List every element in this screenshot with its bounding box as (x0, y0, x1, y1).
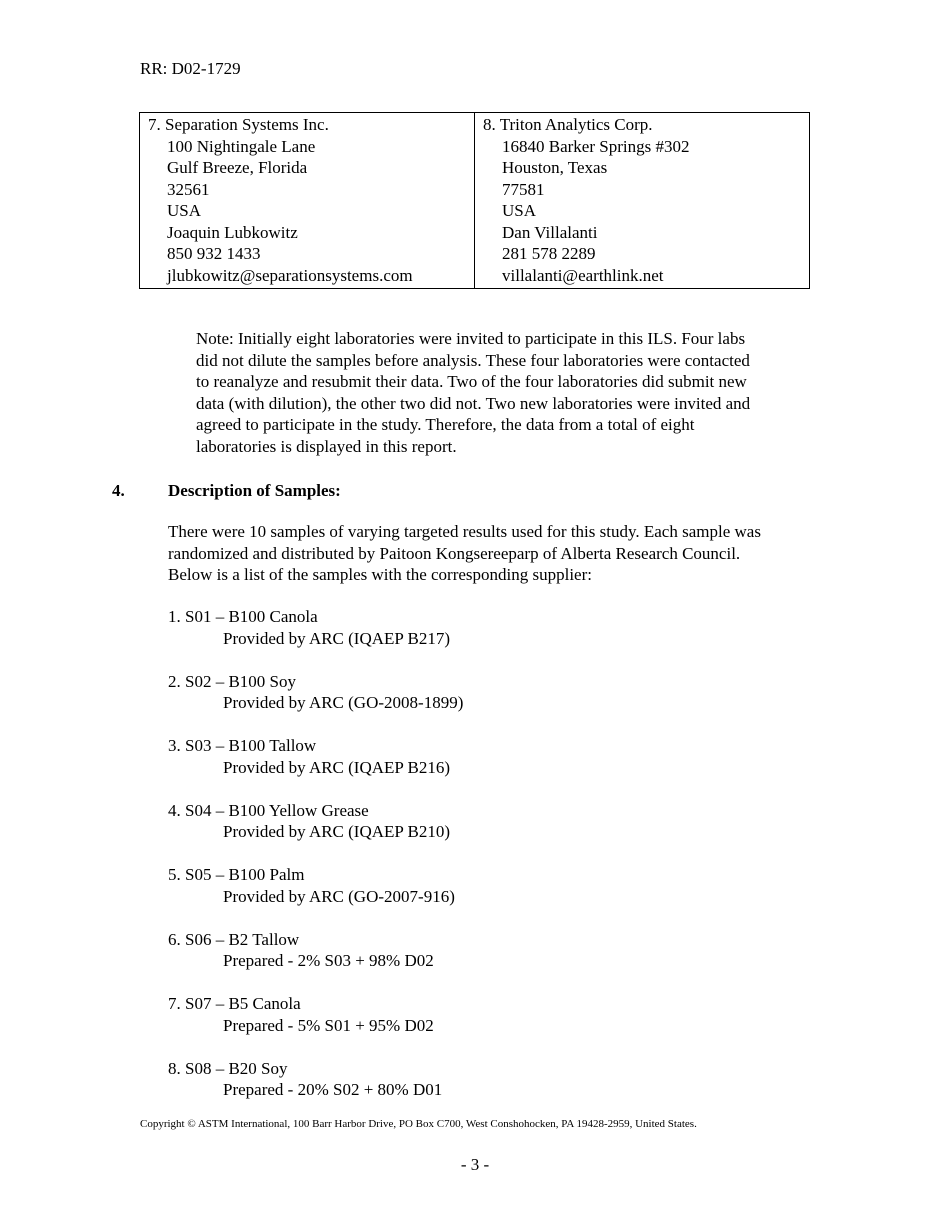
note-line: data (with dilution), the other two did not. Two new laboratories were invited and (196, 393, 751, 413)
list-item (168, 606, 463, 649)
lab-zip: 77581 (502, 179, 545, 199)
list-item (168, 671, 463, 714)
list-item (168, 864, 463, 907)
lab-name: 7. Separation Systems Inc. (148, 115, 329, 134)
sample-title: 6. S06 – B2 Tallow (168, 929, 300, 949)
sample-title: 8. S08 – B20 Soy (168, 1058, 288, 1078)
sample-list (168, 606, 463, 1101)
sample-title: 4. S04 – B100 Yellow Grease (168, 800, 369, 820)
sample-detail: Provided by ARC (IQAEP B216) (223, 757, 450, 777)
list-item (168, 1058, 463, 1101)
note-line: to reanalyze and resubmit their data. Two of the four laboratories did submit new (196, 372, 747, 391)
sample-detail: Prepared - 20% S02 + 80% D01 (223, 1080, 443, 1099)
lab-phone: 281 578 2289 (502, 244, 596, 263)
sample-title: 1. S01 – B100 Canola (168, 607, 318, 626)
note-line: Note: Initially eight laboratories were invited to participate in this ILS. Four labs (196, 329, 746, 348)
lab-city: Houston, Texas (502, 158, 608, 177)
section-number: 4. (112, 481, 125, 500)
lab-address: 100 Nightingale Lane (167, 136, 316, 156)
sample-detail: Provided by ARC (GO-2008-1899) (223, 693, 464, 712)
sample-title: 3. S03 – B100 Tallow (168, 736, 317, 755)
lab-email: villalanti@earthlink.net (502, 265, 664, 285)
section-title: Description of Samples: (168, 481, 341, 500)
note-line: laboratories is displayed in this report. (196, 436, 457, 456)
lab-cell-8 (475, 113, 810, 289)
lab-address: 16840 Barker Springs #302 (502, 136, 690, 156)
list-item (168, 735, 463, 778)
page-number: - 3 - (460, 1155, 490, 1174)
list-item (168, 800, 463, 843)
sample-detail: Prepared - 5% S01 + 95% D02 (223, 1015, 434, 1035)
lab-contact: Dan Villalanti (502, 222, 598, 242)
sample-detail: Provided by ARC (IQAEP B217) (223, 628, 450, 648)
lab-country: USA (502, 201, 537, 220)
lab-name: 8. Triton Analytics Corp. (483, 115, 653, 134)
note-line: agreed to participate in the study. Therefore, the data from a total of eight (196, 415, 695, 434)
lab-cell-7 (140, 113, 475, 289)
lab-phone: 850 932 1433 (167, 244, 261, 263)
lab-email: jlubkowitz@separationsystems.com (167, 265, 413, 285)
intro-line: There were 10 samples of varying targeted results used for this study. Each sample was (168, 522, 761, 541)
sample-detail: Provided by ARC (IQAEP B210) (223, 822, 450, 841)
sample-title: 5. S05 – B100 Palm (168, 865, 305, 884)
lab-city: Gulf Breeze, Florida (167, 158, 308, 177)
lab-contact: Joaquin Lubkowitz (167, 222, 298, 242)
laboratory-table (139, 112, 810, 289)
intro-line: Below is a list of the samples with the corresponding supplier: (168, 565, 592, 584)
sample-title: 2. S02 – B100 Soy (168, 671, 296, 691)
sample-detail: Prepared - 2% S03 + 98% D02 (223, 951, 434, 970)
list-item (168, 993, 463, 1036)
note-line: did not dilute the samples before analysis. These four laboratories were contacted (196, 350, 750, 370)
section-intro (168, 521, 838, 586)
intro-line: randomized and distributed by Paitoon Kongsereeparp of Alberta Research Council. (168, 543, 741, 563)
lab-country: USA (167, 201, 202, 220)
report-id: RR: D02-1729 (140, 59, 241, 78)
sample-title: 7. S07 – B5 Canola (168, 994, 301, 1013)
lab-zip: 32561 (167, 179, 210, 199)
participation-note (196, 328, 821, 457)
copyright-footer: Copyright © ASTM International, 100 Barr Harbor Drive, PO Box C700, West Conshohocken, PA 19428-2959, United States. (140, 1118, 697, 1130)
list-item (168, 929, 463, 972)
sample-detail: Provided by ARC (GO-2007-916) (223, 886, 455, 906)
